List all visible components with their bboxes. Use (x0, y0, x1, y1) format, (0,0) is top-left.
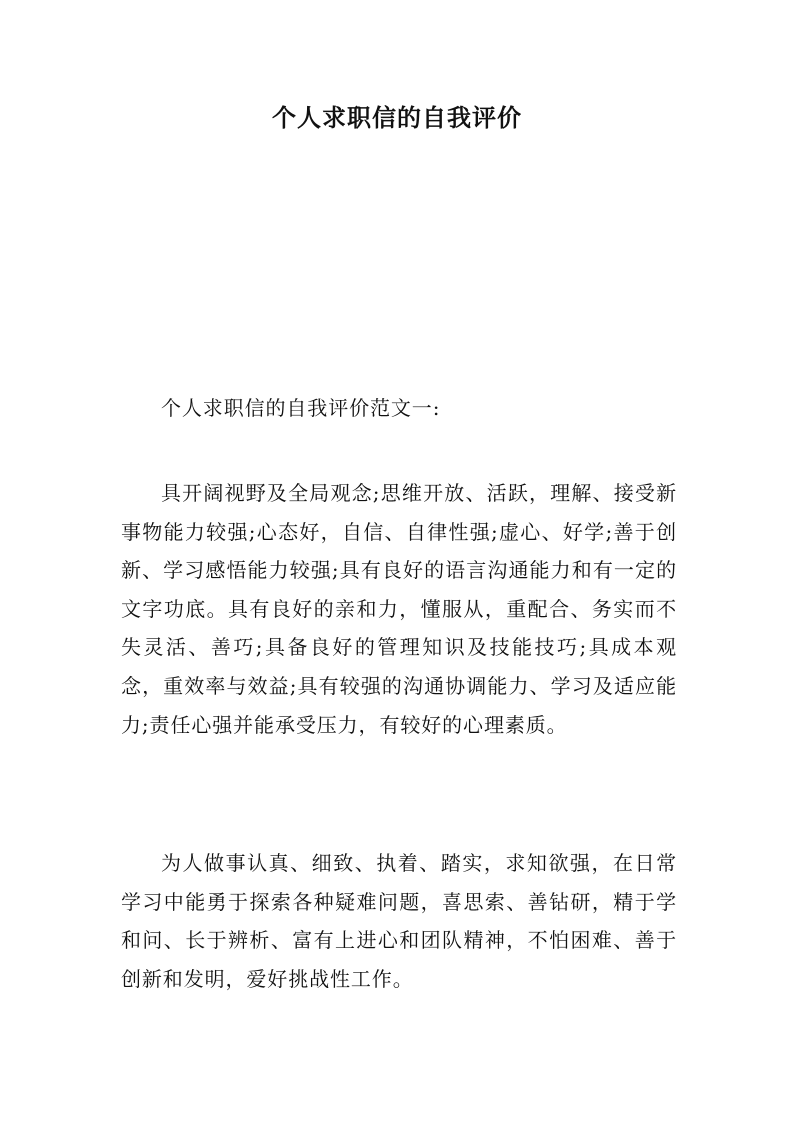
paragraph-1: 具开阔视野及全局观念;思维开放、活跃，理解、接受新事物能力较强;心态好，自信、自律性强;虚心、好学;善于创新、学习感悟能力较强;具有良好的语言沟通能力和有一定的文字功底。具有良好的亲和力，懂服从，重配合、务实而不失灵活、善巧;具备良好的管理知识及技能技巧;具成本观念，重效率与效益;具有较强的沟通协调能力、学习及适应能力;责任心强并能承受压力，有较好的心理素质。 (121, 481, 677, 737)
paragraph-2: 为人做事认真、细致、执着、踏实，求知欲强，在日常学习中能勇于探索各种疑难问题，喜思索、善钻研，精于学和问、长于辨析、富有上进心和团队精神，不怕困难、善于创新和发明，爱好挑战性工作。 (121, 851, 677, 991)
section-heading: 个人求职信的自我评价范文一: (161, 396, 441, 420)
document-title: 个人求职信的自我评价 (272, 103, 522, 132)
